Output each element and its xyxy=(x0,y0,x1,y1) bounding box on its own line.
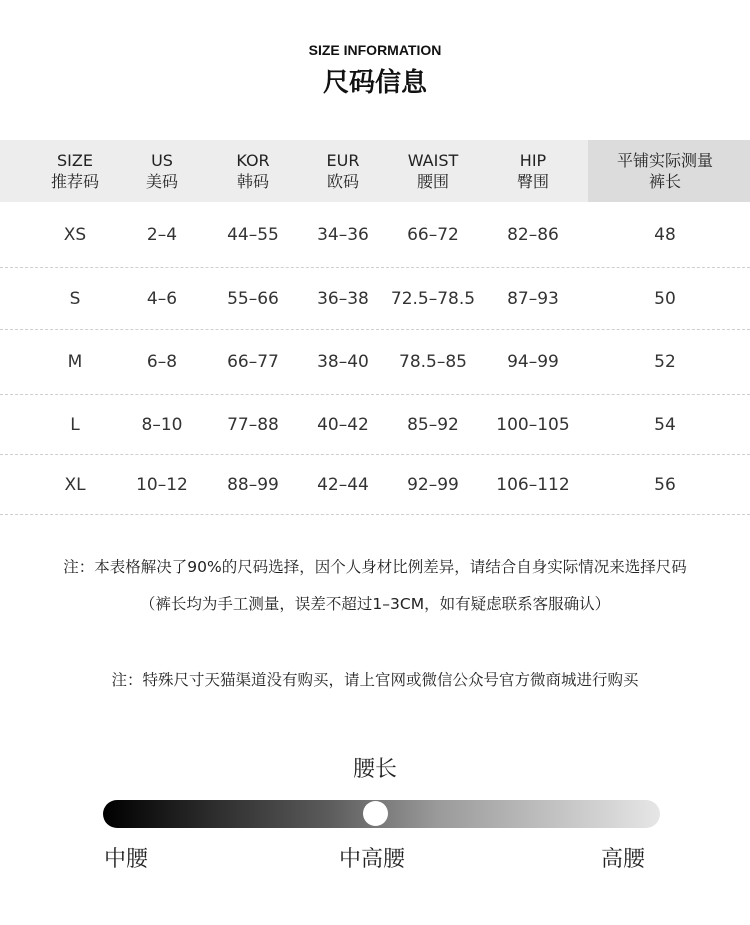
col-header-cn: 推荐码 xyxy=(50,172,99,191)
table-row xyxy=(0,268,750,330)
table-cell: 78.5–85 xyxy=(399,352,467,372)
table-cell: 8–10 xyxy=(141,414,183,435)
table-cell: 50 xyxy=(654,288,676,309)
table-cell: S xyxy=(69,288,81,309)
waist-rise-title: 腰长 xyxy=(352,757,397,782)
table-cell: 77–88 xyxy=(227,414,279,435)
table-cell: 92–99 xyxy=(407,474,459,495)
table-cell: 36–38 xyxy=(317,288,369,309)
note-length-measurement: （裤长均为手工测量，误差不超过1–3CM，如有疑虑联系客服确认） xyxy=(139,595,611,613)
table-cell: 10–12 xyxy=(136,474,188,495)
table-cell: 6–8 xyxy=(146,352,178,372)
table-cell: 40–42 xyxy=(317,414,369,435)
table-cell: 52 xyxy=(654,352,676,372)
table-cell: L xyxy=(70,414,80,435)
col-header-en: EUR xyxy=(326,151,360,170)
table-cell: 54 xyxy=(654,414,676,435)
col-header-5 xyxy=(473,140,593,202)
col-header-en: WAIST xyxy=(407,151,459,170)
table-cell: 85–92 xyxy=(407,414,459,435)
col-header-cn: 裤长 xyxy=(648,172,681,191)
table-cell: 66–72 xyxy=(407,225,459,245)
table-cell: 87–93 xyxy=(507,288,559,309)
size-info-title-cn: 尺码信息 xyxy=(322,68,427,98)
table-row xyxy=(0,455,750,515)
note-special-sizes: 注：特殊尺寸天猫渠道没有购买，请上官网或微信公众号官方微商城进行购买 xyxy=(111,671,639,689)
table-cell: 2–4 xyxy=(146,225,178,245)
col-header-cn: 腰围 xyxy=(416,172,449,191)
col-header-cn: 美码 xyxy=(145,172,178,191)
waist-label-high: 高腰 xyxy=(601,847,646,872)
table-cell: 88–99 xyxy=(227,474,279,495)
table-cell: 48 xyxy=(654,225,676,245)
waist-label-mid-high: 中高腰 xyxy=(339,847,406,872)
col-header-en: US xyxy=(151,151,173,170)
table-cell: XS xyxy=(63,225,87,245)
table-cell: 56 xyxy=(654,474,676,495)
table-cell: 66–77 xyxy=(227,352,279,372)
note-size-guidance: 注：本表格解决了90%的尺码选择，因个人身材比例差异，请结合自身实际情况来选择尺码 xyxy=(63,558,687,576)
table-cell: 44–55 xyxy=(227,225,279,245)
table-cell: 94–99 xyxy=(507,352,559,372)
waist-label-mid: 中腰 xyxy=(104,847,149,872)
table-cell: 100–105 xyxy=(496,414,570,435)
size-info-title-en: SIZE INFORMATION xyxy=(308,42,442,58)
table-cell: 38–40 xyxy=(317,352,369,372)
col-header-en: 平铺实际测量 xyxy=(616,151,713,170)
table-cell: 4–6 xyxy=(146,288,178,309)
table-cell: XL xyxy=(64,474,86,495)
table-cell: 34–36 xyxy=(317,225,369,245)
col-header-en: KOR xyxy=(236,151,270,170)
table-cell: 106–112 xyxy=(496,474,570,495)
col-header-cn: 臀围 xyxy=(516,172,549,191)
table-cell: 55–66 xyxy=(227,288,279,309)
table-cell: M xyxy=(67,352,83,372)
table-cell: 42–44 xyxy=(317,474,369,495)
table-cell: 82–86 xyxy=(507,225,559,245)
col-header-cn: 欧码 xyxy=(326,172,359,191)
table-row xyxy=(0,395,750,455)
col-header-cn: 韩码 xyxy=(236,172,269,191)
col-header-6 xyxy=(605,140,725,202)
table-row xyxy=(0,330,750,395)
table-row xyxy=(0,203,750,268)
col-header-en: SIZE xyxy=(57,151,93,170)
col-header-en: HIP xyxy=(519,151,547,170)
table-cell: 72.5–78.5 xyxy=(390,288,476,309)
size-table-header xyxy=(0,140,750,202)
